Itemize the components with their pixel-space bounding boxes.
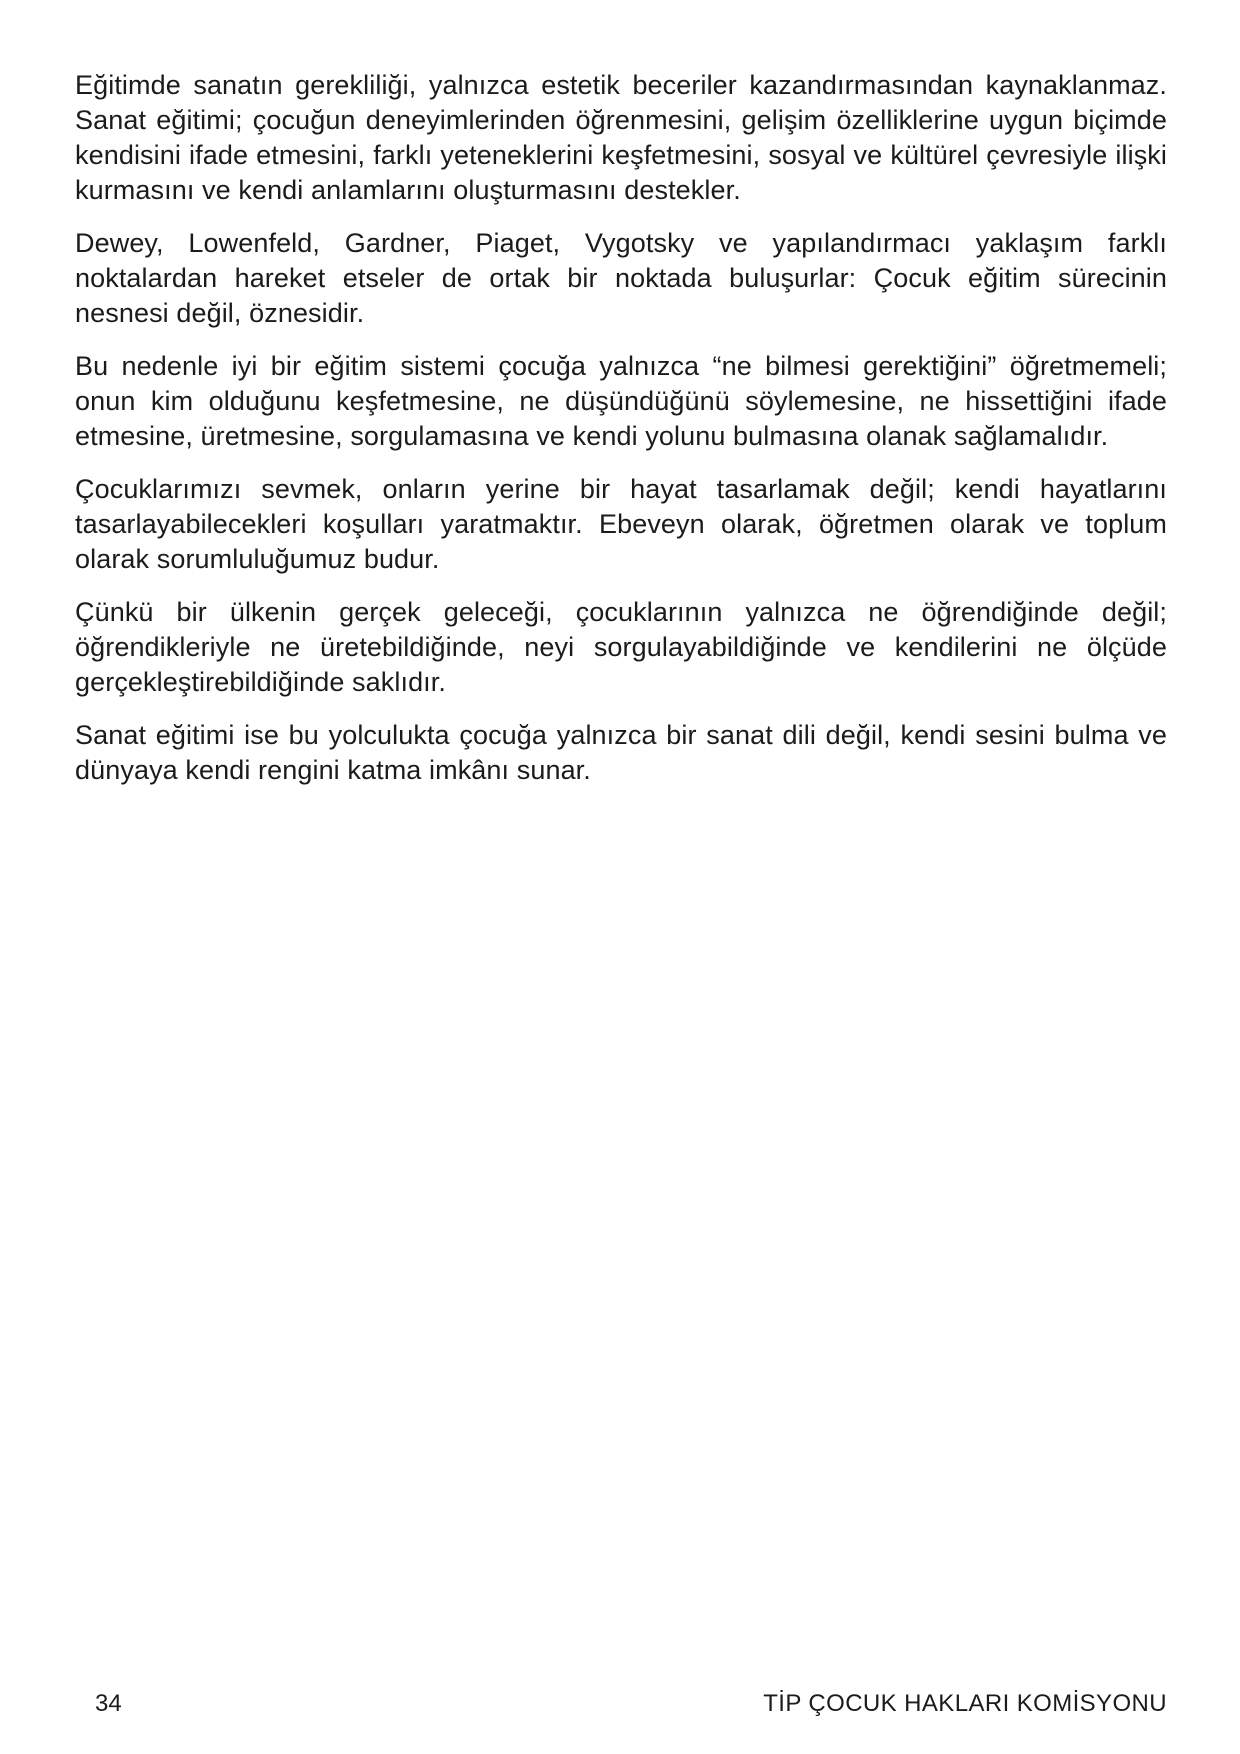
body-text bbox=[75, 68, 1167, 806]
paragraph: Eğitimde sanatın gerekliliği, yalnızca estetik beceriler kazandırmasından kaynaklanmaz. Sanat eğitimi; çocuğun deneyimlerinden öğrenmesini, gelişim özelliklerine uygun biçimde kendisini ifade etmesini, farklı yeteneklerini keşfetmesini, sosyal ve kültürel çevresiyle ilişki kurmasını ve kendi anlamlarını oluşturmasını destekler. bbox=[75, 70, 1167, 205]
footer-title: TİP ÇOCUK HAKLARI KOMİSYONU bbox=[763, 1690, 1167, 1717]
paragraph: Bu nedenle iyi bir eğitim sistemi çocuğa yalnızca “ne bilmesi gerektiğini” öğretmemeli; onun kim olduğunu keşfetmesine, ne düşündüğünü söylemesine, ne hissettiğini ifade etmesine, üretmesine, sorgulamasına ve kendi yolunu bulmasına olanak sağlamalıdır. bbox=[75, 351, 1167, 451]
paragraph: Sanat eğitimi ise bu yolculukta çocuğa yalnızca bir sanat dili değil, kendi sesini bulma ve dünyaya kendi rengini katma imkânı sunar. bbox=[75, 720, 1167, 785]
paragraph: Çocuklarımızı sevmek, onların yerine bir hayat tasarlamak değil; kendi hayatlarını tasarlayabilecekleri koşulları yaratmaktır. Ebeveyn olarak, öğretmen olarak ve toplum olarak sorumluluğumuz budur. bbox=[75, 474, 1167, 574]
page-number: 34 bbox=[95, 1690, 122, 1717]
paragraph: Dewey, Lowenfeld, Gardner, Piaget, Vygotsky ve yapılandırmacı yaklaşım farklı noktalardan hareket etseler de ortak bir noktada buluşurlar: Çocuk eğitim sürecinin nesnesi değil, öznesidir. bbox=[75, 228, 1167, 328]
page-footer bbox=[0, 1688, 1240, 1728]
paragraph: Çünkü bir ülkenin gerçek geleceği, çocuklarının yalnızca ne öğrendiğinde değil; öğrendikleriyle ne üretebildiğinde, neyi sorgulayabildiğinde ve kendilerini ne ölçüde gerçekleştirebildiğinde saklıdır. bbox=[75, 597, 1167, 697]
